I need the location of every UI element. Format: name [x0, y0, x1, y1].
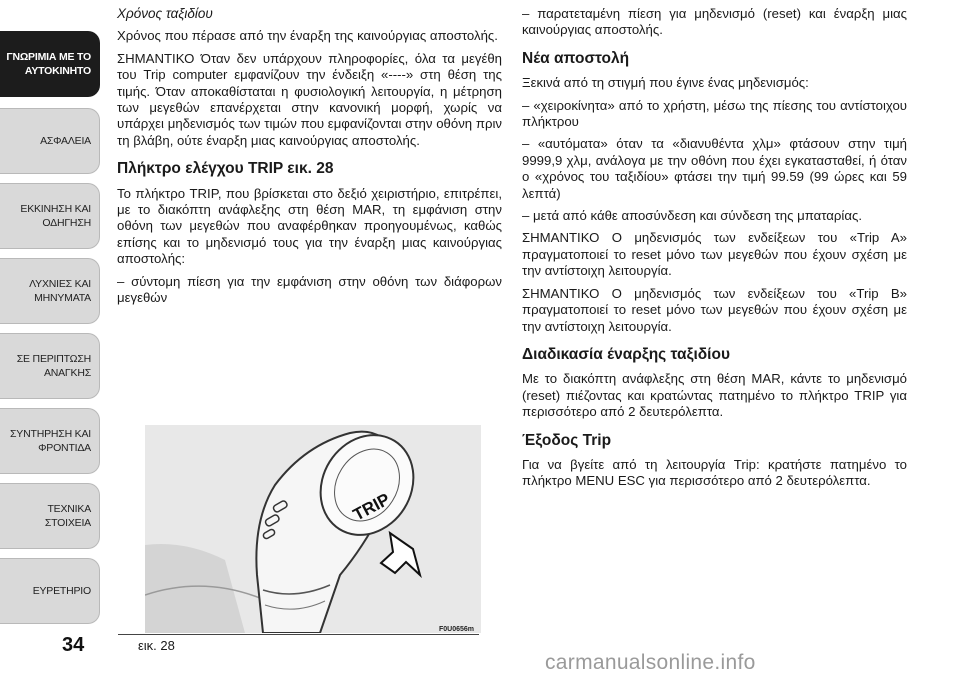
trip-b-note: ΣΗΜΑΝΤΙΚΟ Ο μηδενισμός των ενδείξεων του «Trip B» πραγματοποιεί το reset μόνο των μεγεθών που έχουν σχέση με την αντίστοιχη λειτουργία. [522, 285, 907, 334]
manual-reset-text: – «χειροκίνητα» από το χρήστη, μέσω της πίεσης του αντίστοιχου πλήκτρου [522, 97, 907, 130]
trip-stalk-illustration [145, 425, 481, 633]
battery-reset-text: – μετά από κάθε αποσύνδεση και σύνδεση της μπαταρίας. [522, 208, 862, 224]
tab-safety[interactable]: ΑΣΦΑΛΕΙΑ [0, 108, 100, 174]
trip-time-text: Χρόνος που πέρασε από την έναρξη της καινούργιας αποστολής. [117, 28, 498, 44]
short-press-text: – σύντομη πίεση για την εμφάνιση στην οθόνη των διάφορων μεγεθών [117, 273, 502, 306]
watermark: carmanualsonline.info [545, 651, 756, 674]
chapter-sidebar [0, 0, 104, 677]
trip-button-label: TRIP [349, 489, 394, 525]
exit-trip-heading: Έξοδος Trip [522, 431, 612, 449]
tab-technical-data[interactable]: ΤΕΧΝΙΚΑ ΣΤΟΙΧΕΙΑ [0, 483, 100, 549]
tab-warning-lights[interactable]: ΛΥΧΝΙΕΣ ΚΑΙ ΜΗΝΥΜΑΤΑ [0, 258, 100, 324]
tab-starting-driving[interactable]: ΕΚΚΙΝΗΣΗ ΚΑΙ ΟΔΗΓΗΣΗ [0, 183, 100, 249]
trip-button-heading: Πλήκτρο ελέγχου TRIP εικ. 28 [117, 160, 334, 178]
new-trip-heading: Νέα αποστολή [522, 49, 630, 67]
right-column [522, 6, 907, 496]
important-note: ΣΗΜΑΝΤΙΚΟ Όταν δεν υπάρχουν πληροφορίες, όλα τα μεγέθη του Trip computer εμφανίζουν την ένδειξη «----» στη θέση της τιμής. Όταν αποκαθίσταται η φυσιολογική λειτουργία, η μέτρηση των μεγεθών επανέρχεται στην κανονική μορφή, χωρίς να υπάρχει μηδενισμός των τιμών που εμφανίζονται στην οθόνη πριν τη βλάβη, ούτε έναρξη μιας καινούργιας αποστολής. [117, 50, 502, 148]
automatic-reset-text: – «αυτόματα» όταν τα «διανυθέντα χλμ» φτάσουν στην τιμή 9999,9 χλμ, ανάλογα με την οθόνη που έχει εγκατασταθεί, ή όταν ο «χρόνος του ταξιδίου» φτάσει την τιμή 99.59 (99 ώρες και 59 λεπτά) [522, 136, 907, 201]
figure-trip-stalk [145, 425, 481, 633]
left-column [117, 6, 502, 313]
tab-emergency[interactable]: ΣΕ ΠΕΡΙΠΤΩΣΗ ΑΝΑΓΚΗΣ [0, 333, 100, 399]
new-trip-intro: Ξεκινά από τη στιγμή που έγινε ένας μηδενισμός: [522, 75, 809, 91]
tab-index[interactable]: ΕΥΡΕΤΗΡΙΟ [0, 558, 100, 624]
trip-a-note: ΣΗΜΑΝΤΙΚΟ Ο μηδενισμός των ενδείξεων του «Trip A» πραγματοποιεί το reset μόνο των μεγεθών που έχουν σχέση με την αντίστοιχη λειτουργία. [522, 230, 907, 279]
page-number: 34 [62, 634, 85, 656]
start-trip-text: Με το διακόπτη ανάφλεξης στη θέση MAR, κάντε το μηδενισμό (reset) πιέζοντας και κρατώντας πατημένο το πλήκτρο TRIP για περισσότερο από 2 δευτερόλεπτα. [522, 371, 907, 420]
figure-code: F0U0656m [439, 626, 475, 633]
figure-caption: εικ. 28 [138, 638, 175, 653]
start-trip-heading: Διαδικασία έναρξης ταξιδίου [522, 345, 730, 363]
tab-maintenance[interactable]: ΣΥΝΤΗΡΗΣΗ ΚΑΙ ΦΡΟΝΤΙΔΑ [0, 408, 100, 474]
exit-trip-text: Για να βγείτε από τη λειτουργία Trip: κρατήστε πατημένο το πλήκτρο MENU ESC για περισσότερο από 2 δευτερόλεπτα. [522, 456, 907, 489]
trip-button-text: Το πλήκτρο TRIP, που βρίσκεται στο δεξιό χειριστήριο, επιτρέπει, με το διακόπτη ανάφλεξης στη θέση MAR, τη εμφάνιση στην οθόνη των μεγεθών που αναφέρθηκαν προηγουμένως, καθώς επίσης και το μηδενισμό τους για την έναρξη μιας καινούργιας αποστολής: [117, 185, 502, 267]
long-press-text: – παρατεταμένη πίεση για μηδενισμό (reset) και έναρξη μιας καινούργιας αποστολής. [522, 6, 907, 38]
figure-caption-rule [118, 634, 479, 635]
trip-time-subhead: Χρόνος ταξιδίου [117, 6, 213, 21]
tab-getting-to-know-vehicle[interactable]: ΓΝΩΡΙΜΙΑ ΜΕ ΤΟ ΑΥΤΟΚΙΝΗΤΟ [0, 31, 100, 97]
